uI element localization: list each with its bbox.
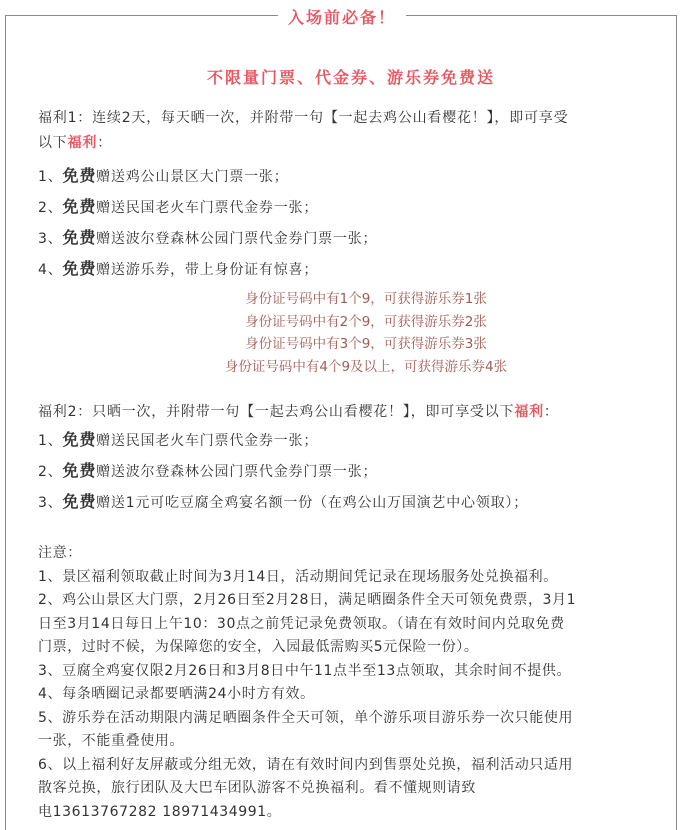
note-line: 门票，过时不候，为保障您的安全，入园最低需购买5元保险一份）。 [38, 639, 479, 655]
contact-phone: 电13613767282 18971434991。 [38, 803, 282, 820]
note-line: 散客兑换，旅行团队及大巴车团队游客不兑换福利。看不懂规则请致 [38, 780, 476, 796]
list-item: 3、免费赠送1元可吃豆腐全鸡宴名额一份（在鸡公山万国演艺中心领取）； [38, 492, 529, 511]
id-rule: 身份证号码中有1个9，可获得游乐券1张 [245, 291, 487, 307]
welfare-highlight: 福利 [67, 135, 98, 151]
page-title: 不限量门票、代金券、游乐券免费送 [206, 68, 495, 87]
welfare1-intro-line2: 以下福利： [38, 135, 113, 151]
note-line: 6、以上福利好友屏蔽或分组无效，请在有效时间内到售票处兑换，福利活动只适用 [38, 756, 574, 773]
welfare-highlight: 福利 [514, 404, 544, 420]
id-rule: 身份证号码中有3个9，可获得游乐券3张 [245, 336, 487, 352]
note-line: 3、豆腐全鸡宴仅限2月26日和3月8日中午11点半至13点领取，其余时间不提供。 [38, 662, 572, 679]
note-line: 5、游乐券在活动期限内满足晒圈条件全天可领，单个游乐项目游乐券一次只能使用 [38, 709, 574, 726]
list-item: 1、免费赠送民国老火车门票代金券一张； [38, 430, 319, 449]
list-item: 2、免费赠送波尔登森林公园门票代金券门票一张； [38, 461, 378, 480]
note-line: 1、景区福利领取截止时间为3月14日，活动期间凭记录在现场服务处兑换福利。 [38, 568, 558, 585]
welfare1-section [38, 106, 658, 378]
article-body [38, 65, 658, 824]
note-line: 日至3月14日每日上午10：30点之前凭记录免费领取。（请在有效时间内兑取免费 [38, 615, 565, 632]
header [0, 4, 684, 28]
notes-title: 注意： [38, 545, 82, 561]
welfare2-section [38, 400, 658, 518]
notes-section [38, 542, 658, 824]
header-rule-left [5, 15, 262, 16]
list-item: 1、免费赠送鸡公山景区大门票一张； [38, 166, 289, 185]
note-line: 4、每条晒圈记录都要晒满24小时方有效。 [38, 686, 315, 702]
welfare1-intro-line1: 福利1：连续2天，每天晒一次，并附带一句【一起去鸡公山看樱花！】，即可享受 [38, 110, 569, 126]
welfare2-intro: 福利2：只晒一次，并附带一句【一起去鸡公山看樱花！】，即可享受以下福利： [38, 404, 559, 420]
id-rule: 身份证号码中有2个9，可获得游乐券2张 [245, 313, 487, 330]
note-line: 2、鸡公山景区大门票，2月26日至2月28日，满足晒圈条件全天可领免费票，3月1 [38, 592, 577, 608]
list-item: 2、免费赠送民国老火车门票代金券一张； [38, 197, 319, 216]
id-rule: 身份证号码中有4个9及以上，可获得游乐券4张 [224, 358, 508, 375]
header-title: 入场前必备！ [278, 5, 406, 28]
note-line: 一张，不能重叠使用。 [38, 733, 184, 749]
list-item: 3、免费赠送波尔登森林公园门票代金券门票一张； [38, 228, 378, 247]
list-item: 4、免费赠送游乐券，带上身份证有惊喜； [38, 259, 319, 278]
header-rule-right [422, 15, 677, 16]
